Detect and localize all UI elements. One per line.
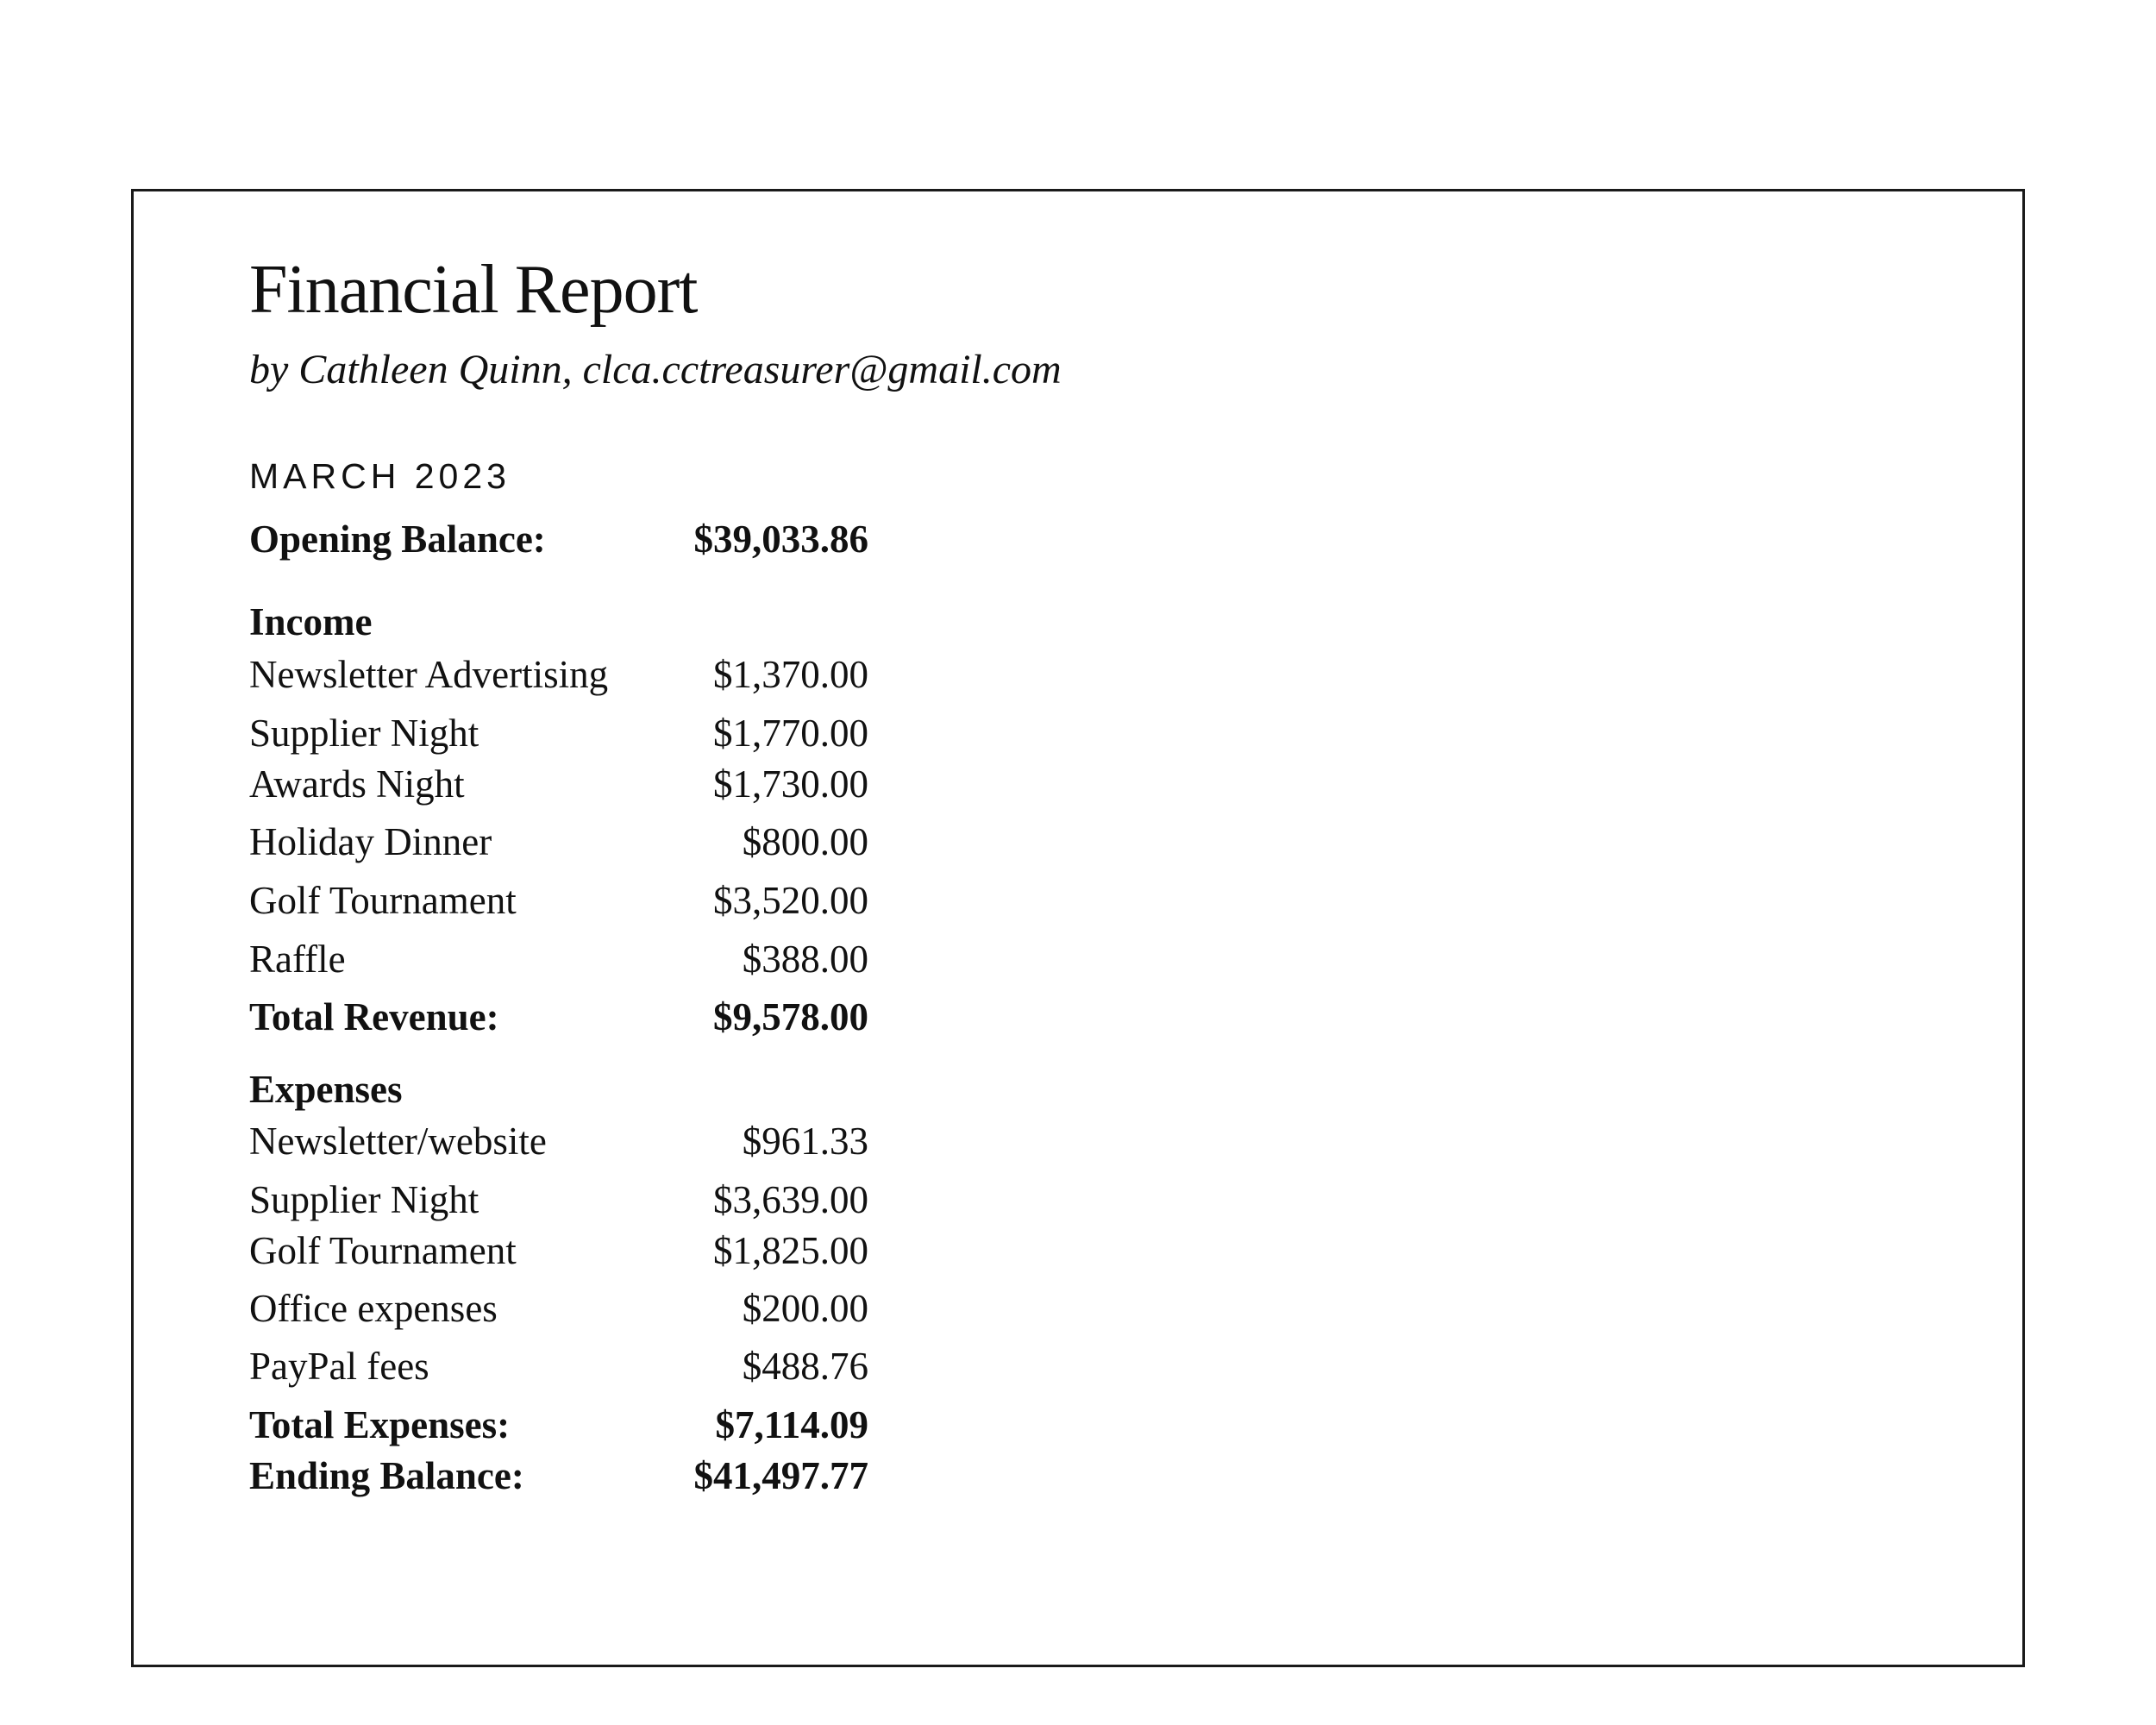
expense-row	[249, 1176, 868, 1224]
income-heading: Income	[249, 600, 373, 643]
expense-item-amount: $961.33	[742, 1120, 868, 1163]
expense-item-label: Newsletter/website	[249, 1120, 547, 1163]
total-expenses-amount: $7,114.09	[715, 1403, 868, 1446]
total-expenses-label: Total Expenses:	[249, 1403, 511, 1446]
expense-item-amount: $1,825.00	[713, 1229, 868, 1272]
ending-balance-label: Ending Balance:	[249, 1454, 524, 1497]
income-item-amount: $388.00	[742, 938, 868, 981]
report-period: MARCH 2023	[249, 456, 511, 496]
report-title: Financial Report	[249, 252, 698, 328]
income-item-amount: $3,520.00	[713, 879, 868, 922]
opening-balance-row	[249, 515, 868, 563]
expense-item-amount: $488.76	[742, 1345, 868, 1388]
total-expenses-row	[249, 1401, 868, 1449]
expense-item-label: Supplier Night	[249, 1178, 479, 1221]
income-item-label: Holiday Dinner	[249, 820, 492, 863]
total-revenue-label: Total Revenue:	[249, 995, 499, 1038]
expense-row	[249, 1117, 868, 1165]
income-row	[249, 650, 868, 699]
income-item-label: Awards Night	[249, 762, 465, 806]
opening-balance-label: Opening Balance:	[249, 518, 546, 561]
income-item-amount: $800.00	[742, 820, 868, 863]
total-revenue-row	[249, 993, 868, 1041]
income-item-amount: $1,730.00	[713, 762, 868, 806]
expenses-heading: Expenses	[249, 1068, 403, 1111]
expense-item-label: Golf Tournament	[249, 1229, 517, 1272]
income-item-label: Supplier Night	[249, 712, 479, 755]
expense-row	[249, 1284, 868, 1333]
ending-balance-amount: $41,497.77	[693, 1454, 868, 1497]
total-revenue-amount: $9,578.00	[713, 995, 868, 1038]
income-row	[249, 818, 868, 866]
income-item-label: Raffle	[249, 938, 346, 981]
ending-balance-row	[249, 1452, 868, 1500]
expense-item-amount: $200.00	[742, 1287, 868, 1330]
income-row	[249, 709, 868, 757]
opening-balance-amount: $39,033.86	[693, 518, 868, 561]
expense-row	[249, 1226, 868, 1275]
income-item-amount: $1,770.00	[713, 712, 868, 755]
expense-item-label: PayPal fees	[249, 1345, 429, 1388]
expense-row	[249, 1342, 868, 1390]
income-row	[249, 935, 868, 983]
income-item-amount: $1,370.00	[713, 653, 868, 696]
report-byline: by Cathleen Quinn, clca.cctreasurer@gmail.com	[249, 347, 1062, 392]
income-item-label: Newsletter Advertising	[249, 653, 609, 696]
income-row	[249, 760, 868, 808]
income-row	[249, 876, 868, 925]
expense-item-amount: $3,639.00	[713, 1178, 868, 1221]
expense-item-label: Office expenses	[249, 1287, 498, 1330]
income-item-label: Golf Tournament	[249, 879, 517, 922]
